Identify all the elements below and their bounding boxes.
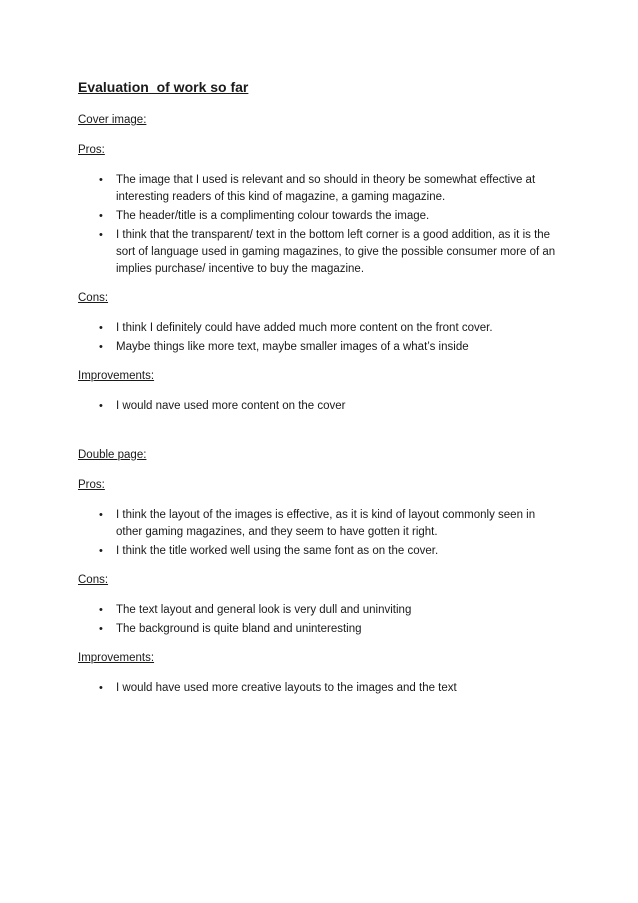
- bullet-icon: •: [99, 545, 103, 557]
- list-item-text: The text layout and general look is very dull and uninviting: [116, 604, 412, 616]
- double-improvements-label: Improvements:: [78, 652, 155, 664]
- list-item-text: I think that the transparent/ text in the bottom left corner is a good addition, as it is the sort of language used in gaming magazines, to give the possible consumer more of an implies purchase/ incentive to buy the magazine.: [116, 229, 556, 275]
- bullet-icon: •: [99, 604, 103, 616]
- cover-cons-list: [78, 320, 563, 356]
- list-item: [78, 320, 563, 337]
- list-item-text: The header/title is a complimenting colour towards the image.: [116, 210, 430, 222]
- document-title: Evaluation of work so far: [78, 79, 249, 95]
- cover-image-heading: Cover image:: [78, 114, 147, 126]
- list-item-text: I think the title worked well using the same font as on the cover.: [116, 545, 439, 557]
- cover-improvements-list: [78, 398, 563, 415]
- double-improvements-list: [78, 680, 563, 697]
- double-page-heading: Double page:: [78, 449, 147, 461]
- list-item-text: I would nave used more content on the cover: [116, 400, 346, 412]
- list-item: [78, 507, 563, 541]
- bullet-icon: •: [99, 341, 103, 353]
- bullet-icon: •: [99, 210, 103, 222]
- list-item: [78, 208, 563, 225]
- double-cons-list: [78, 602, 563, 638]
- bullet-icon: •: [99, 400, 103, 412]
- list-item: [78, 680, 563, 697]
- cover-improvements-label: Improvements:: [78, 370, 155, 382]
- list-item-text: The background is quite bland and uninteresting: [116, 623, 362, 635]
- double-pros-label: Pros:: [78, 479, 105, 491]
- list-item: [78, 543, 563, 560]
- double-cons-label: Cons:: [78, 574, 109, 586]
- cover-pros-label: Pros:: [78, 144, 105, 156]
- list-item: [78, 172, 563, 206]
- double-pros-list: [78, 507, 563, 560]
- list-item-text: I think the layout of the images is effective, as it is kind of layout commonly seen in other gaming magazines, and they seem to have gotten it right.: [116, 509, 536, 538]
- list-item: [78, 602, 563, 619]
- bullet-icon: •: [99, 322, 103, 334]
- list-item: [78, 339, 563, 356]
- list-item-text: I would have used more creative layouts to the images and the text: [116, 682, 457, 694]
- bullet-icon: •: [99, 623, 103, 635]
- list-item-text: Maybe things like more text, maybe smaller images of a what’s inside: [116, 341, 469, 353]
- bullet-icon: •: [99, 174, 103, 186]
- bullet-icon: •: [99, 509, 103, 521]
- cover-cons-label: Cons:: [78, 292, 109, 304]
- list-item-text: The image that I used is relevant and so should in theory be somewhat effective at interesting readers of this kind of magazine, a gaming magazine.: [116, 174, 536, 203]
- list-item-text: I think I definitely could have added much more content on the front cover.: [116, 322, 493, 334]
- cover-pros-list: [78, 172, 563, 278]
- list-item: [78, 398, 563, 415]
- list-item: [78, 227, 563, 278]
- list-item: [78, 621, 563, 638]
- bullet-icon: •: [99, 229, 103, 241]
- bullet-icon: •: [99, 682, 103, 694]
- document-content: [78, 78, 563, 709]
- section-spacer: [78, 427, 563, 447]
